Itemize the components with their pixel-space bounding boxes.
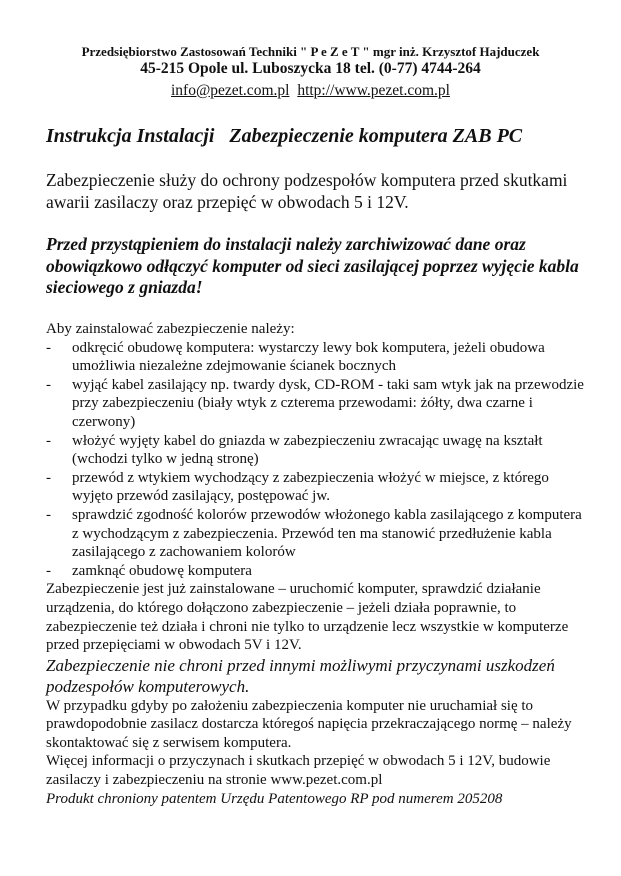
step-item: - sprawdzić zgodność kolorów przewodów włożonego kabla zasilającego z komputera z wychodzącym z zabezpieczenia. Przewód ten ma stanowić przedłużenie kabla zasilającego z zachowaniem kolorów xyxy=(46,506,582,561)
step-item: - włożyć wyjęty kabel do gniazda w zabezpieczeniu zwracając uwagę na kształt (wchodzi tylko w jedną stronę) xyxy=(46,432,543,468)
patent-notice: Produkt chroniony patentem Urzędu Patentowego RP pod numerem 205208 xyxy=(46,790,503,807)
disclaimer-paragraph: Zabezpieczenie nie chroni przed innymi możliwymi przyczynami uszkodzeń podzespołów komputerowych. xyxy=(46,655,555,696)
more-info-paragraph: Więcej informacji o przyczynach i skutkach przepięć w obwodach 5 i 12V, budowie zasilaczy i zabezpieczeniu na stronie www.pezet.com.pl xyxy=(46,753,551,789)
after-install-paragraph: Zabezpieczenie jest już zainstalowane – uruchomić komputer, sprawdzić działanie urządzenia, do którego dołączono zabezpieczenie – jeżeli działa poprawnie, to zabezpieczenie też działa i chroni nie tylko to urządzenie lecz wszystkie w komputerze przed przepięciami w obwodach 5V i 12V. xyxy=(46,581,569,654)
step-item: - przewód z wtykiem wychodzący z zabezpieczenia włożyć w miejsce, z którego wyjęto przewód zasilający, postępować jw. xyxy=(46,469,549,505)
contact-links xyxy=(0,82,621,100)
step-text: wyjąć kabel zasilający np. twardy dysk, CD-ROM - taki sam wtyk jak na przewodzie przy zabezpieczeniu (biały wtyk z czterema przewodami: żółty, dwa czarne i czerwony) xyxy=(72,376,584,430)
step-text: zamknąć obudowę komputera xyxy=(72,562,252,579)
company-address: 45-215 Opole ul. Luboszycka 18 tel. (0-77) 4744-264 xyxy=(140,60,481,77)
instructions-body xyxy=(46,320,586,808)
website-link[interactable]: http://www.pezet.com.pl xyxy=(297,82,450,99)
step-item: - wyjąć kabel zasilający np. twardy dysk, CD-ROM - taki sam wtyk jak na przewodzie przy zabezpieczeniu (biały wtyk z czterema przewodami: żółty, dwa czarne i czerwony) xyxy=(46,376,584,430)
step-text: przewód z wtykiem wychodzący z zabezpieczenia włożyć w miejsce, z którego wyjęto przewód zasilający, postępować jw. xyxy=(72,469,549,505)
step-text: włożyć wyjęty kabel do gniazda w zabezpieczeniu zwracając uwagę na kształt (wchodzi tylko w jedną stronę) xyxy=(72,432,543,468)
step-text: sprawdzić zgodność kolorów przewodów włożonego kabla zasilającego z komputera z wychodzącym z zabezpieczenia. Przewód ten ma stanowić przedłużenie kabla zasilającego z zachowaniem kolorów xyxy=(72,506,582,561)
step-item: - odkręcić obudowę komputera: wystarczy lewy bok komputera, jeżeli obudowa umożliwia niezależne zdejmowanie ścianek bocznych xyxy=(46,339,545,375)
intro-paragraph: Zabezpieczenie służy do ochrony podzespołów komputera przed skutkami awarii zasilaczy oraz przepięć w obwodach 5 i 12V. xyxy=(46,170,568,212)
troubleshooting-paragraph: W przypadku gdyby po założeniu zabezpieczenia komputer nie uruchamiał się to prawdopodobnie zasilacz dostarcza któregoś napięcia przekraczającego normę – należy skontaktować się z serwisem komputera. xyxy=(46,697,572,751)
email-link[interactable]: info@pezet.com.pl xyxy=(171,82,290,99)
company-name: Przedsiębiorstwo Zastosowań Techniki " P e Z e T " mgr inż. Krzysztof Hajduczek xyxy=(81,44,540,59)
step-text: odkręcić obudowę komputera: wystarczy lewy bok komputera, jeżeli obudowa umożliwia niezależne zdejmowanie ścianek bocznych xyxy=(72,339,545,375)
step-item: - zamknąć obudowę komputera xyxy=(46,562,252,579)
document-title: Instrukcja Instalacji Zabezpieczenie komputera ZAB PC xyxy=(46,125,523,147)
steps-list xyxy=(46,339,586,581)
warning-paragraph: Przed przystąpieniem do instalacji należy zarchiwizować dane oraz obowiązkowo odłączyć komputer od sieci zasilającej poprzez wyjęcie kabla sieciowego z gniazda! xyxy=(46,234,579,297)
steps-intro: Aby zainstalować zabezpieczenie należy: xyxy=(46,321,295,337)
